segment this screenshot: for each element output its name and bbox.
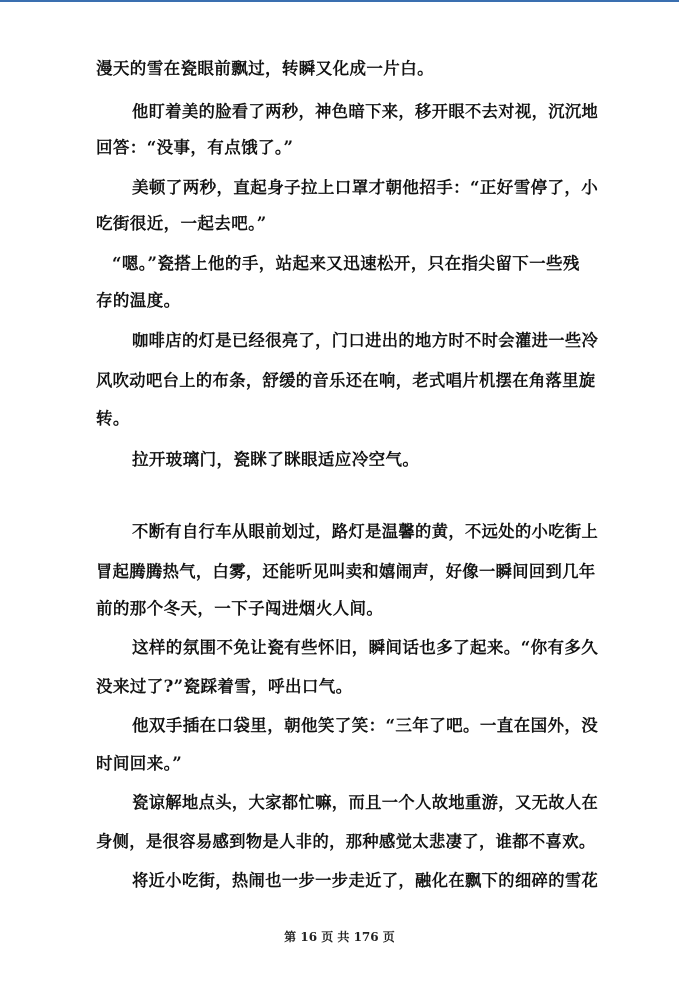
text-line: 冒起腾腾热气，白雾，还能听见叫卖和嬉闹声，好像一瞬间回到几年 <box>96 562 596 581</box>
text-line: 吃街很近，一起去吧。” <box>96 214 267 233</box>
page-number-footer: 第 16 页 共 176 页 <box>284 930 395 944</box>
text-line: 漫天的雪在瓷眼前飘过，转瞬又化成一片白。 <box>96 59 434 78</box>
text-line: 存的温度。 <box>96 291 181 310</box>
text-line: 前的那个冬天，一下子闯进烟火人间。 <box>96 599 384 618</box>
text-line: 美顿了两秒，直起身子拉上口罩才朝他招手：“正好雪停了，小 <box>132 178 599 197</box>
text-line: 身侧，是很容易感到物是人非的，那种感觉太悲凄了，谁都不喜欢。 <box>96 832 596 851</box>
text-line: 回答：“没事，有点饿了。” <box>96 138 294 157</box>
text-line: 时间回来。” <box>96 754 183 773</box>
text-line: 他双手插在口袋里，朝他笑了笑：“三年了吧。一直在国外，没 <box>132 716 599 735</box>
text-line: 他盯着美的脸看了两秒，神色暗下来，移开眼不去对视，沉沉地 <box>132 102 599 121</box>
text-line: “嗯。”瓷搭上他的手，站起来又迅速松开，只在指尖留下一些残 <box>112 254 580 273</box>
text-line: 转。 <box>96 409 130 428</box>
text-line: 没来过了?”瓷踩着雪，呼出口气。 <box>96 677 353 696</box>
text-line: 这样的氛围不免让瓷有些怀旧，瞬间话也多了起来。“你有多久 <box>132 638 599 657</box>
text-line: 瓷谅解地点头，大家都忙嘛，而且一个人故地重游，又无故人在 <box>132 793 599 812</box>
text-line: 拉开玻璃门，瓷眯了眯眼适应冷空气。 <box>132 450 420 469</box>
text-line: 咖啡店的灯是已经很亮了，门口进出的地方时不时会灌进一些冷 <box>132 331 599 350</box>
text-line: 风吹动吧台上的布条，舒缓的音乐还在响，老式唱片机摆在角落里旋 <box>96 371 596 390</box>
text-line: 将近小吃街，热闹也一步一步走近了，融化在飘下的细碎的雪花 <box>132 871 599 890</box>
text-line: 不断有自行车从眼前划过，路灯是温馨的黄，不远处的小吃街上 <box>132 522 599 541</box>
